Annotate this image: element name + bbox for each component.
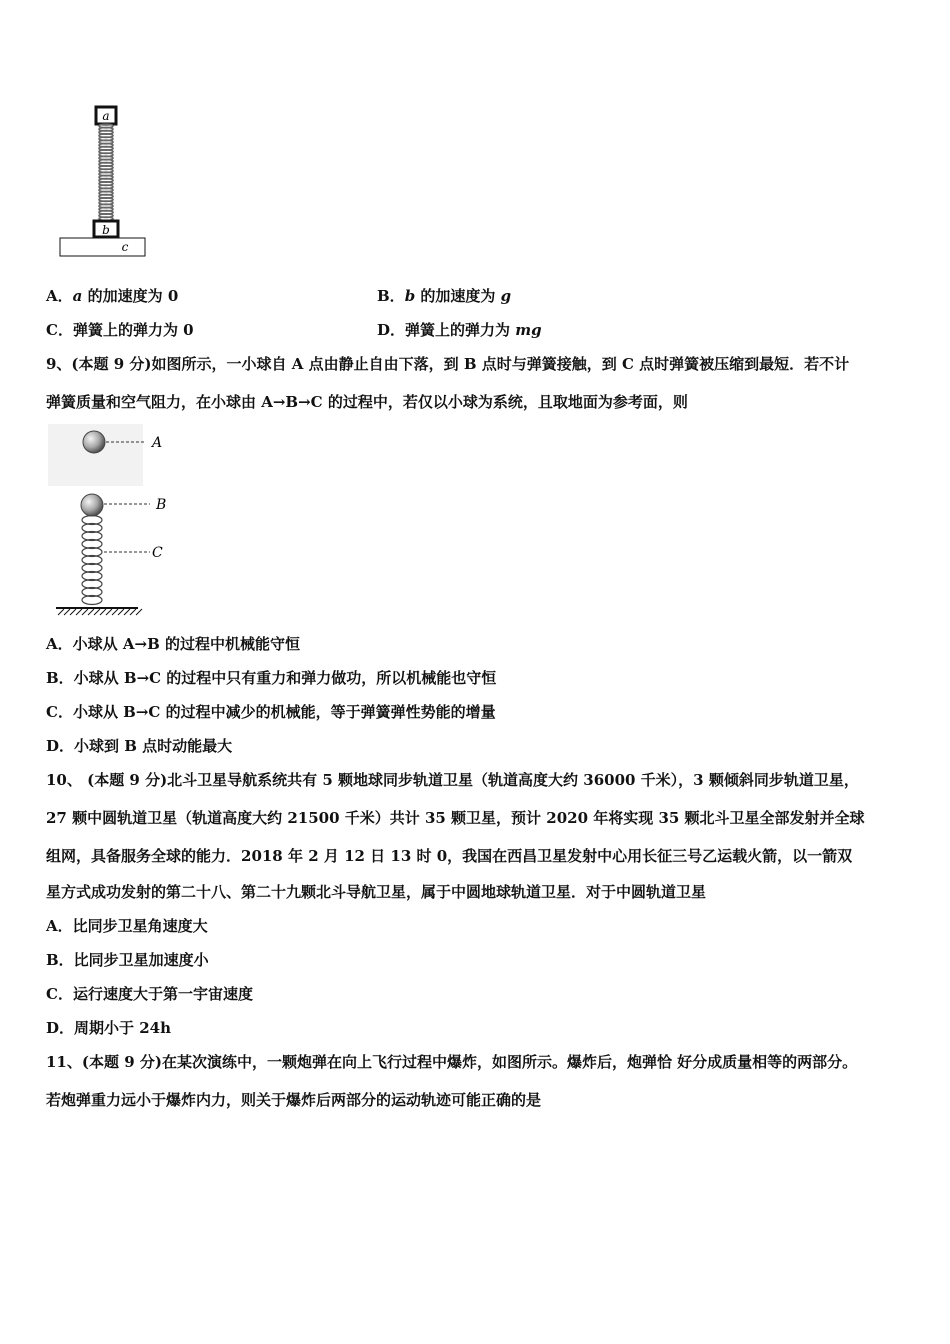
option-text: 的加速度为 0 — [82, 287, 179, 305]
q10-stem-line3: 组网，具备服务全球的能力．2018 年 2 月 12 日 13 时 0，我国在西昌卫星发射中心用长征三号乙运载火箭，以一箭双 — [46, 847, 853, 865]
hatch-stroke — [112, 609, 118, 615]
q8-option-b — [377, 286, 511, 306]
option-text: 的加速度为 — [415, 287, 501, 305]
hatch-stroke — [124, 609, 130, 615]
hatch-stroke — [94, 609, 100, 615]
q8-spring-blocks-figure — [55, 100, 155, 265]
q10-stem-line4: 星方式成功发射的第二十八、第二十九颗北斗导航卫星，属于中圆地球轨道卫星．对于中圆轨道卫星 — [46, 883, 707, 901]
ball-b — [81, 494, 103, 516]
option-key: D． — [377, 321, 406, 339]
spring-coil — [99, 124, 113, 220]
hatch-stroke — [64, 609, 70, 615]
hatch-stroke — [58, 609, 64, 615]
option-var: b — [404, 287, 416, 305]
hatch-stroke — [136, 609, 142, 615]
q9-stem-line1: 9、(本题 9 分)如图所示，一小球自 A 点由静止自由下落，到 B 点时与弹簧接触，到 C 点时弹簧被压缩到最短．若不计 — [46, 355, 850, 373]
hatch-stroke — [88, 609, 94, 615]
q10-option-b: B．比同步卫星加速度小 — [46, 951, 209, 969]
q9-option-a: A．小球从 A→B 的过程中机械能守恒 — [46, 635, 300, 653]
q10-stem-line2: 27 颗中圆轨道卫星（轨道高度大约 21500 千米）共计 35 颗卫星，预计 2020 年将实现 35 颗北斗卫星全部发射并全球 — [46, 809, 865, 827]
q10-stem-line1: 10、 (本题 9 分)北斗卫星导航系统共有 5 颗地球同步轨道卫星（轨道高度大约 36000 千米），3 颗倾斜同步轨道卫星， — [46, 771, 859, 789]
q8-option-a — [46, 286, 178, 306]
option-var: g — [500, 287, 512, 305]
q8-option-c — [46, 320, 194, 340]
hatch-stroke — [118, 609, 124, 615]
hatch-stroke — [70, 609, 76, 615]
q9-option-b: B．小球从 B→C 的过程中只有重力和弹力做功，所以机械能也守恒 — [46, 669, 497, 687]
hatch-stroke — [82, 609, 88, 615]
label-C: C — [152, 545, 163, 561]
spring-coil — [82, 516, 102, 605]
label-c: c — [121, 240, 129, 254]
q10-option-a: A．比同步卫星角速度大 — [46, 917, 208, 935]
option-text: 弹簧上的弹力为 — [405, 321, 516, 339]
label-b: b — [102, 223, 110, 237]
option-text: 弹簧上的弹力为 0 — [72, 321, 194, 339]
option-var: mg — [515, 321, 542, 339]
ground-hatching — [58, 609, 142, 615]
q10-option-c: C．运行速度大于第一宇宙速度 — [46, 985, 253, 1003]
q9-option-c: C．小球从 B→C 的过程中减少的机械能，等于弹簧弹性势能的增量 — [46, 703, 496, 721]
q11-stem-line1: 11、(本题 9 分)在某次演练中，一颗炮弹在向上飞行过程中爆炸，如图所示。爆炸后，炮弹恰 好分成质量相等的两部分。 — [46, 1053, 858, 1071]
hatch-stroke — [100, 609, 106, 615]
option-key: A． — [46, 287, 73, 305]
q9-stem-line2: 弹簧质量和空气阻力，在小球由 A→B→C 的过程中，若仅以小球为系统，且取地面为参考面，则 — [46, 393, 688, 411]
option-key: C． — [46, 321, 73, 339]
option-key: B． — [377, 287, 405, 305]
q9-ball-spring-figure — [46, 420, 186, 620]
hatch-stroke — [106, 609, 112, 615]
label-a: a — [102, 109, 110, 123]
q10-option-d: D．周期小于 24h — [46, 1019, 172, 1037]
option-var: a — [72, 287, 83, 305]
hatch-stroke — [76, 609, 82, 615]
label-B: B — [156, 497, 167, 513]
q8-option-d — [377, 320, 542, 340]
hatch-stroke — [130, 609, 136, 615]
platform-c — [60, 238, 145, 256]
ball-a — [83, 431, 105, 453]
q9-option-d: D．小球到 B 点时动能最大 — [46, 737, 233, 755]
label-A: A — [152, 435, 163, 451]
q11-stem-line2: 若炮弹重力远小于爆炸内力，则关于爆炸后两部分的运动轨迹可能正确的是 — [46, 1091, 542, 1109]
